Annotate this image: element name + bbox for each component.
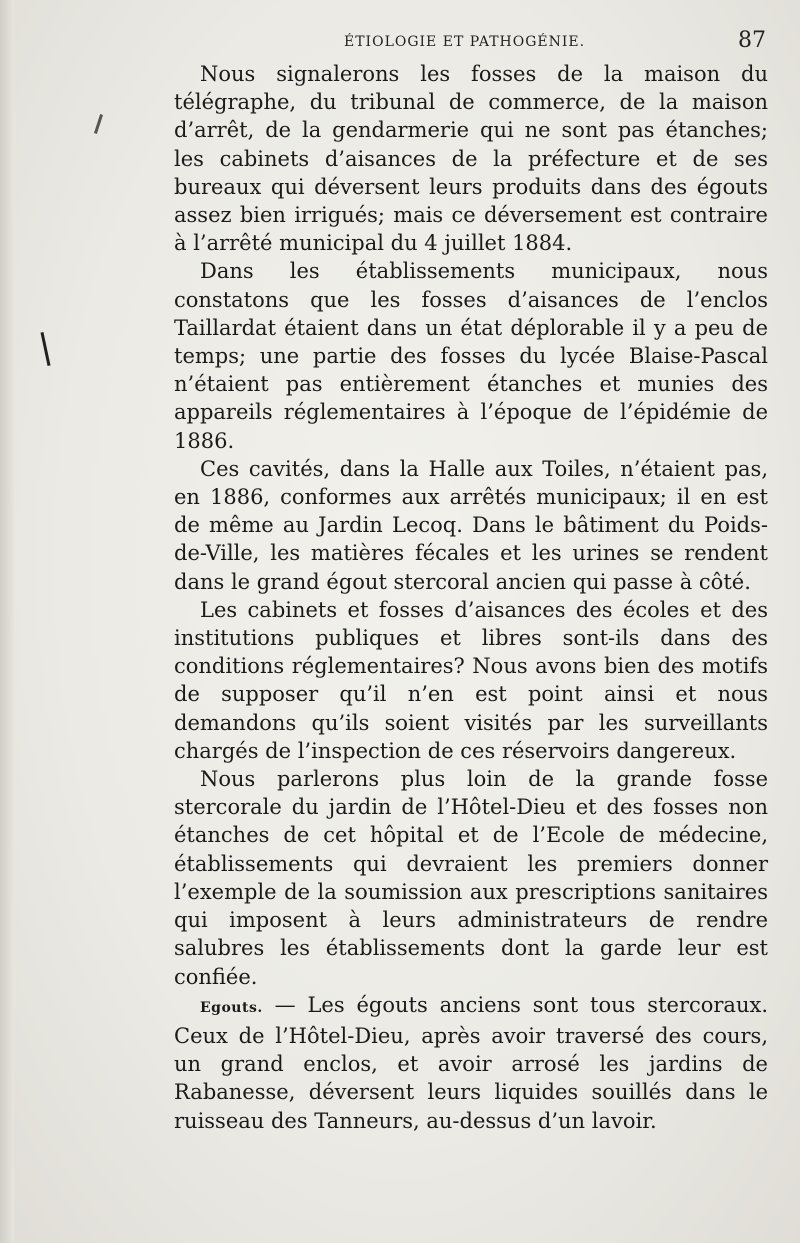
page-number: 87 — [738, 28, 766, 53]
paragraph-text: — Les égouts anciens sont tous stercoraux. Ceux de l’Hôtel-Dieu, après avoir traversé des cours, un grand enclos, et avoir arrosé les jardins de Rabanesse, déversent leurs liquides souillés dans le ruisseau des Tanneurs, au-dessus d’un lavoir. — [174, 992, 768, 1133]
paragraph: Ces cavités, dans la Halle aux Toiles, n’étaient pas, en 1886, conformes aux arrêtés municipaux; il en est de même au Jardin Lecoq. Dans le bâtiment du Poids-de-Ville, les matières fécales et les urines se rendent dans le grand égout stercoral ancien qui passe à côté. — [174, 456, 768, 594]
margin-mark — [94, 114, 103, 134]
page-gutter-shadow — [0, 0, 14, 1243]
body-text — [174, 60, 768, 1135]
running-head: ÉTIOLOGIE ET PATHOGÉNIE. — [344, 34, 586, 50]
section-heading: Egouts. — [200, 999, 263, 1016]
paragraph: Nous signalerons les fosses de la maison du télégraphe, du tribunal de commerce, de la maison d’arrêt, de la gendarmerie qui ne sont pas étanches; les cabinets d’aisances de la préfecture et de ses bureaux qui déversent leurs produits dans des égouts assez bien irrigués; mais ce déversement est contraire à l’arrêté municipal du 4 juillet 1884. — [174, 62, 768, 256]
paragraph: Dans les établissements municipaux, nous constatons que les fosses d’aisances de l’enclos Taillardat étaient dans un état déplorable il y a peu de temps; une partie des fosses du lycée Blaise-Pascal n’étaient pas entièrement étanches et munies des appareils réglementaires à l’époque de l’épidémie de 1886. — [174, 259, 768, 453]
page-header — [0, 28, 800, 58]
egouts-paragraph — [174, 991, 768, 1135]
paragraph: Les cabinets et fosses d’aisances des écoles et des institutions publiques et libres sont-ils dans des conditions réglementaires? Nous avons bien des motifs de supposer qu’il n’en est point ainsi et nous demandons qu’ils soient visités par les surveillants chargés de l’inspection de ces réservoirs dangereux. — [174, 597, 768, 763]
paragraph: Nous parlerons plus loin de la grande fosse stercorale du jardin de l’Hôtel-Dieu et des fosses non étanches de cet hôpital et de l’Ecole de médecine, établissements qui devraient les premiers donner l’exemple de la soumission aux prescriptions sanitaires qui imposent à leurs administrateurs de rendre salubres les établissements dont la garde leur est confiée. — [174, 767, 768, 989]
margin-mark — [40, 332, 50, 366]
